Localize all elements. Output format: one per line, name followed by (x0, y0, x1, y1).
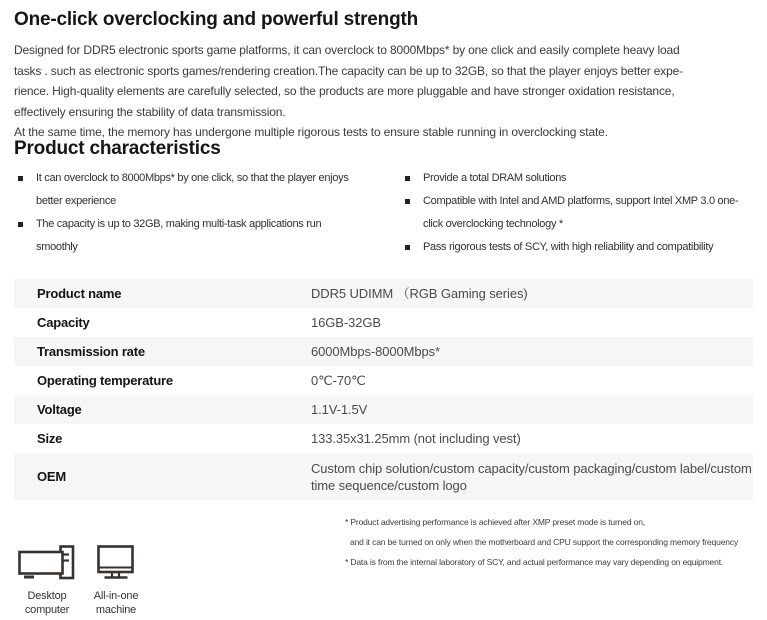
list-item-text: Compatible with Intel and AMD platforms, support Intel XMP 3.0 one-click overclocking technology * (423, 195, 739, 230)
footnotes (345, 512, 738, 572)
list-item (18, 213, 358, 259)
page-title: One-click overclocking and powerful strength (14, 9, 419, 30)
list-item-text: Pass rigorous tests of SCY, with high reliability and compatibility (423, 241, 714, 253)
spec-value: DDR5 UDIMM （RGB Gaming series) (311, 286, 528, 301)
table-row (14, 453, 753, 500)
compat-caption-line: machine (95, 603, 137, 616)
spec-label: Voltage (37, 402, 82, 417)
bullet-square-icon (18, 176, 23, 181)
compat-caption (88, 590, 144, 617)
spec-label: Transmission rate (37, 344, 145, 359)
bullet-square-icon (18, 222, 23, 227)
spec-label: Size (37, 431, 63, 446)
compat-caption-line: All-in-one (93, 590, 139, 602)
intro-line: tasks . such as electronic sports games/rendering creation.The capacity can be up to 32GB, so that the player enjoys better expe- (14, 63, 684, 78)
intro-line: effectively ensuring the stability of data transmission. (14, 104, 286, 119)
footnote-line: * Product advertising performance is achieved after XMP preset mode is turned on, (345, 517, 645, 527)
list-item (18, 167, 358, 213)
bullet-square-icon (405, 199, 410, 204)
list-item (405, 236, 755, 259)
intro-paragraph (14, 40, 767, 143)
spec-value: 0℃-70℃ (311, 373, 366, 388)
desktop-computer-icon (16, 545, 78, 581)
table-row (14, 279, 753, 308)
compat-caption-line: Desktop (27, 590, 67, 602)
list-item-text: It can overclock to 8000Mbps* by one click, so that the player enjoys better experience (36, 172, 349, 207)
characteristics-right-column (405, 167, 755, 259)
spec-value: 6000Mbps-8000Mbps* (311, 344, 441, 359)
table-row (14, 337, 753, 366)
characteristics-left-column (18, 167, 358, 259)
spec-value: 133.35x31.25mm (not including vest) (311, 431, 521, 446)
spec-value: 16GB-32GB (311, 315, 381, 330)
table-row (14, 366, 753, 395)
compat-caption-line: computer (24, 603, 70, 616)
compat-caption (16, 590, 78, 617)
table-row (14, 395, 753, 424)
bullet-square-icon (405, 176, 410, 181)
all-in-one-icon (88, 545, 144, 581)
spec-label: Product name (37, 286, 122, 301)
bullet-square-icon (405, 245, 410, 250)
intro-line: Designed for DDR5 electronic sports game platforms, it can overclock to 8000Mbps* by one click and easily complete heavy load (14, 43, 680, 57)
intro-line: At the same time, the memory has undergone multiple rigorous tests to ensure stable running in overclocking state. (14, 125, 608, 139)
table-row (14, 424, 753, 453)
compat-desktop-computer (16, 545, 78, 617)
table-row (14, 308, 753, 337)
spec-value: 1.1V-1.5V (311, 402, 368, 417)
footnote-line: and it can be turned on only when the motherboard and CPU support the corresponding memory frequency (350, 537, 739, 547)
footnote-line: * Data is from the internal laboratory of SCY, and actual performance may vary depending on equipment. (345, 557, 724, 567)
spec-table (14, 279, 753, 500)
intro-line: rience. High-quality elements are carefully selected, so the products are more pluggable and have stronger oxidation resistance, (14, 84, 675, 98)
list-item-text: Provide a total DRAM solutions (423, 172, 567, 184)
section-title-characteristics: Product characteristics (14, 138, 221, 159)
spec-label: Operating temperature (37, 373, 173, 388)
list-item-text: The capacity is up to 32GB, making multi-task applications run smoothly (36, 218, 322, 253)
spec-value: Custom chip solution/custom capacity/custom packaging/custom label/custom time sequence/custom logo (311, 460, 752, 493)
list-item (405, 167, 755, 190)
compat-all-in-one (88, 545, 144, 617)
list-item (405, 190, 755, 236)
spec-label: Capacity (37, 315, 90, 330)
spec-label: OEM (37, 469, 67, 484)
